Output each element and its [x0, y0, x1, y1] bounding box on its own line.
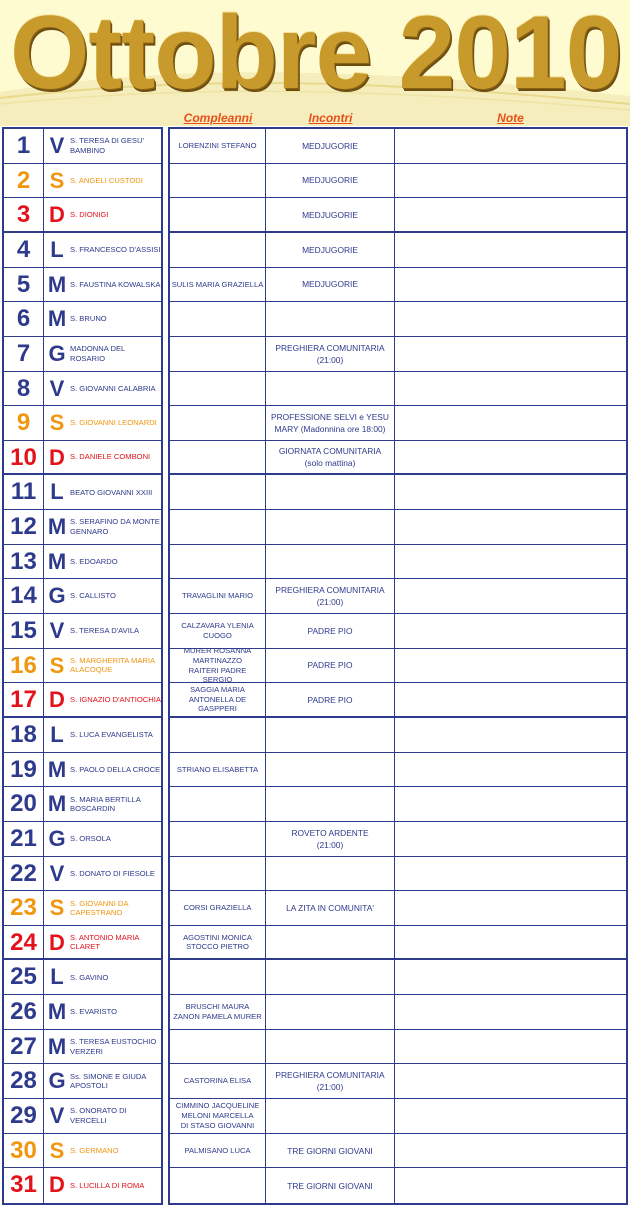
day-row: [4, 129, 161, 164]
birthday-cell: STRIANO ELISABETTA: [170, 753, 266, 787]
event-row: [170, 337, 626, 372]
event-row: [170, 129, 626, 164]
note-cell: [395, 1168, 626, 1203]
meeting-cell: PREGHIERA COMUNITARIA (21:00): [266, 337, 395, 371]
birthday-cell: [170, 510, 266, 544]
day-number: 6: [4, 302, 44, 336]
meeting-cell: [266, 545, 395, 579]
meeting-cell: MEDJUGORIE: [266, 198, 395, 231]
meeting-cell: PADRE PIO: [266, 649, 395, 683]
day-row: [4, 1134, 161, 1169]
note-cell: [395, 614, 626, 648]
meeting-cell: [266, 1030, 395, 1064]
day-row: [4, 718, 161, 753]
note-cell: [395, 545, 626, 579]
event-row: [170, 545, 626, 580]
note-cell: [395, 787, 626, 821]
saint-name: S. GIOVANNI DA CAPESTRANO: [70, 898, 129, 917]
birthday-cell: [170, 441, 266, 474]
day-number: 13: [4, 545, 44, 579]
event-row: [170, 857, 626, 892]
saint-name: S. MARGHERITA MARIA ALACOQUE: [70, 655, 155, 675]
saint-name: S. PAOLO DELLA CROCE: [70, 764, 161, 774]
note-cell: [395, 926, 626, 959]
meeting-cell: [266, 302, 395, 336]
saint-name: S. ANTONIO MARIA CLARET: [70, 932, 140, 952]
note-cell: [395, 718, 626, 752]
event-row: [170, 233, 626, 268]
event-row: [170, 683, 626, 718]
day-column: [2, 127, 163, 1205]
day-number: 29: [4, 1099, 44, 1133]
day-number: 9: [4, 406, 44, 440]
weekday-letter: G: [48, 1068, 66, 1094]
birthday-cell: LORENZINI STEFANO: [170, 129, 266, 163]
meeting-cell: [266, 372, 395, 406]
day-row: [4, 649, 161, 684]
day-row: [4, 545, 161, 580]
weekday-letter: V: [49, 860, 65, 886]
day-row: [4, 475, 161, 510]
day-row: [4, 372, 161, 407]
day-row: [4, 995, 161, 1030]
meeting-cell: [266, 718, 395, 752]
birthday-cell: AGOSTINI MONICA STOCCO PIETRO: [170, 926, 266, 959]
birthday-cell: [170, 406, 266, 440]
meeting-cell: PROFESSIONE SELVI e YESU MARY (Madonnina ore 18:00): [266, 406, 395, 440]
day-row: [4, 337, 161, 372]
birthday-cell: SAGGIA MARIA ANTONELLA DE GASPPERI: [170, 683, 266, 716]
event-row: [170, 1064, 626, 1099]
note-cell: [395, 406, 626, 440]
weekday-letter: M: [47, 306, 67, 332]
weekday-letter: V: [49, 618, 65, 644]
saint-name: S. ONORATO DI VERCELLI: [70, 1106, 127, 1125]
event-row: [170, 822, 626, 857]
day-number: 7: [4, 337, 44, 371]
meeting-cell: MEDJUGORIE: [266, 268, 395, 302]
birthday-cell: [170, 337, 266, 371]
saint-name: Ss. SIMONE E GIUDA APOSTOLI: [70, 1071, 146, 1091]
day-number: 1: [4, 129, 44, 163]
note-cell: [395, 268, 626, 302]
day-number: 30: [4, 1134, 44, 1168]
day-number: 25: [4, 960, 44, 994]
birthday-cell: CALZAVARA YLENIA CUOGO: [170, 614, 266, 648]
event-row: [170, 406, 626, 441]
meeting-cell: TRE GIORNI GIOVANI: [266, 1134, 395, 1168]
weekday-letter: V: [49, 1103, 65, 1129]
event-row: [170, 164, 626, 199]
note-cell: [395, 1064, 626, 1098]
day-row: [4, 753, 161, 788]
event-row: [170, 1134, 626, 1169]
note-cell: [395, 302, 626, 336]
column-header-birthdays: Compleanni: [183, 111, 253, 125]
weekday-letter: M: [47, 514, 67, 540]
note-cell: [395, 649, 626, 683]
day-row: [4, 926, 161, 961]
saint-name: S. LUCA EVANGELISTA: [70, 730, 153, 740]
day-row: [4, 614, 161, 649]
meeting-cell: [266, 787, 395, 821]
day-row: [4, 579, 161, 614]
day-number: 12: [4, 510, 44, 544]
weekday-letter: V: [49, 133, 65, 158]
day-row: [4, 268, 161, 303]
saint-name: S. ORSOLA: [70, 833, 111, 843]
day-row: [4, 164, 161, 199]
saint-name: S. GIOVANNI CALABRIA: [70, 383, 156, 393]
meeting-cell: [266, 510, 395, 544]
day-row: [4, 1168, 161, 1203]
birthday-cell: [170, 1030, 266, 1064]
saint-name: S. TERESA DI GESU' BAMBINO: [70, 136, 144, 155]
meeting-cell: PADRE PIO: [266, 683, 395, 716]
event-row: [170, 614, 626, 649]
meeting-cell: [266, 960, 395, 994]
event-row: [170, 926, 626, 961]
weekday-letter: L: [50, 721, 64, 747]
event-row: [170, 1168, 626, 1203]
day-number: 16: [4, 649, 44, 683]
meeting-cell: GIORNATA COMUNITARIA (solo mattina): [266, 441, 395, 474]
note-cell: [395, 372, 626, 406]
saint-name: S. CALLISTO: [70, 591, 116, 601]
day-row: [4, 960, 161, 995]
saint-name: S. DANIELE COMBONI: [70, 452, 151, 462]
weekday-letter: L: [50, 236, 64, 262]
day-number: 17: [4, 683, 44, 716]
day-number: 14: [4, 579, 44, 613]
note-cell: [395, 960, 626, 994]
meeting-cell: [266, 475, 395, 509]
note-cell: [395, 129, 626, 163]
birthday-cell: [170, 475, 266, 509]
weekday-letter: L: [50, 479, 64, 505]
event-row: [170, 372, 626, 407]
weekday-letter: M: [47, 1033, 67, 1059]
day-number: 20: [4, 787, 44, 821]
saint-name: S. BRUNO: [70, 314, 107, 324]
day-number: 31: [4, 1168, 44, 1203]
birthday-cell: BRUSCHI MAURA ZANON PAMELA MURER: [170, 995, 266, 1029]
event-row: [170, 995, 626, 1030]
weekday-letter: M: [47, 756, 67, 782]
meeting-cell: [266, 995, 395, 1029]
saint-name: S. EDOARDO: [70, 556, 118, 566]
weekday-letter: D: [49, 1172, 65, 1198]
note-cell: [395, 510, 626, 544]
birthday-cell: [170, 718, 266, 752]
weekday-letter: M: [47, 548, 67, 574]
day-row: [4, 822, 161, 857]
birthday-cell: PALMISANO LUCA: [170, 1134, 266, 1168]
day-number: 3: [4, 198, 44, 231]
meeting-cell: ROVETO ARDENTE (21:00): [266, 822, 395, 856]
birthday-cell: CORSI GRAZIELLA: [170, 891, 266, 925]
note-cell: [395, 198, 626, 231]
saint-name: S. EVARISTO: [70, 1007, 117, 1017]
birthday-cell: [170, 233, 266, 267]
day-number: 24: [4, 926, 44, 959]
day-row: [4, 1030, 161, 1065]
day-row: [4, 233, 161, 268]
day-number: 22: [4, 857, 44, 891]
weekday-letter: L: [50, 964, 64, 990]
weekday-letter: G: [48, 583, 66, 609]
event-row: [170, 579, 626, 614]
note-cell: [395, 164, 626, 198]
birthday-cell: [170, 302, 266, 336]
meeting-cell: MEDJUGORIE: [266, 164, 395, 198]
day-number: 27: [4, 1030, 44, 1064]
saint-name: S. ANGELI CUSTODI: [70, 175, 143, 185]
meeting-cell: PREGHIERA COMUNITARIA (21:00): [266, 579, 395, 613]
day-row: [4, 857, 161, 892]
event-row: [170, 787, 626, 822]
saint-name: S. GERMANO: [70, 1145, 119, 1155]
weekday-letter: G: [48, 825, 66, 851]
saint-name: S. GAVINO: [70, 972, 109, 982]
saint-name: S. TERESA EUSTOCHIO VERZERI: [70, 1037, 157, 1056]
day-row: [4, 302, 161, 337]
note-cell: [395, 579, 626, 613]
saint-name: MADONNA DEL ROSARIO: [70, 344, 125, 363]
birthday-cell: [170, 857, 266, 891]
day-row: [4, 683, 161, 718]
day-number: 10: [4, 441, 44, 474]
birthday-cell: SULIS MARIA GRAZIELLA: [170, 268, 266, 302]
day-row: [4, 441, 161, 476]
meeting-cell: [266, 926, 395, 959]
saint-name: BEATO GIOVANNI XXIII: [70, 487, 153, 497]
note-cell: [395, 233, 626, 267]
note-cell: [395, 1134, 626, 1168]
day-number: 18: [4, 718, 44, 752]
birthday-cell: [170, 164, 266, 198]
page-title: Ottobre 2010: [10, 0, 622, 111]
meeting-cell: MEDJUGORIE: [266, 233, 395, 267]
weekday-letter: D: [49, 202, 65, 228]
note-cell: [395, 1099, 626, 1133]
saint-name: S. IGNAZIO D'ANTIOCHIA: [70, 694, 161, 704]
meeting-cell: [266, 1099, 395, 1133]
note-cell: [395, 441, 626, 474]
saint-name: S. TERESA D'AVILA: [70, 626, 140, 636]
event-row: [170, 1099, 626, 1134]
event-row: [170, 268, 626, 303]
saint-name: S. GIOVANNI LEONARDI: [70, 418, 157, 428]
note-cell: [395, 891, 626, 925]
note-cell: [395, 822, 626, 856]
weekday-letter: S: [49, 410, 65, 436]
saint-name: S. FAUSTINA KOWALSKA: [70, 279, 161, 289]
event-row: [170, 198, 626, 233]
meeting-cell: MEDJUGORIE: [266, 129, 395, 163]
weekday-letter: M: [47, 791, 67, 817]
event-row: [170, 718, 626, 753]
day-number: 15: [4, 614, 44, 648]
weekday-letter: S: [49, 167, 65, 193]
event-row: [170, 1030, 626, 1065]
birthday-cell: [170, 372, 266, 406]
note-cell: [395, 857, 626, 891]
birthday-cell: [170, 960, 266, 994]
event-row: [170, 960, 626, 995]
day-number: 19: [4, 753, 44, 787]
column-header-meetings: Incontri: [308, 111, 353, 125]
birthday-cell: CASTORINA ELISA: [170, 1064, 266, 1098]
day-number: 26: [4, 995, 44, 1029]
day-row: [4, 198, 161, 233]
meeting-cell: TRE GIORNI GIOVANI: [266, 1168, 395, 1203]
birthday-cell: TRAVAGLINI MARIO: [170, 579, 266, 613]
meeting-cell: [266, 857, 395, 891]
day-row: [4, 406, 161, 441]
meeting-cell: PADRE PIO: [266, 614, 395, 648]
day-row: [4, 510, 161, 545]
weekday-letter: M: [47, 271, 67, 297]
event-row: [170, 302, 626, 337]
saint-name: S. DONATO DI FIESOLE: [70, 868, 155, 878]
title-banner: [0, 0, 630, 126]
saint-name: S. FRANCESCO D'ASSISI: [70, 244, 161, 254]
note-cell: [395, 995, 626, 1029]
day-number: 5: [4, 268, 44, 302]
event-row: [170, 891, 626, 926]
event-row: [170, 441, 626, 476]
meeting-cell: PREGHIERA COMUNITARIA (21:00): [266, 1064, 395, 1098]
weekday-letter: G: [48, 340, 66, 366]
day-number: 4: [4, 233, 44, 267]
saint-name: S. DIONIGI: [70, 209, 109, 219]
weekday-letter: D: [49, 687, 65, 713]
day-row: [4, 891, 161, 926]
day-number: 11: [4, 475, 44, 509]
note-cell: [395, 753, 626, 787]
weekday-letter: S: [49, 1137, 65, 1163]
weekday-letter: V: [49, 375, 65, 401]
weekday-letter: S: [49, 895, 65, 921]
weekday-letter: M: [47, 999, 67, 1025]
day-number: 2: [4, 164, 44, 198]
note-cell: [395, 1030, 626, 1064]
note-cell: [395, 683, 626, 716]
note-cell: [395, 337, 626, 371]
day-number: 21: [4, 822, 44, 856]
saint-name: S. SERAFINO DA MONTE GENNARO: [70, 517, 160, 536]
birthday-cell: [170, 198, 266, 231]
day-row: [4, 1064, 161, 1099]
birthday-cell: [170, 787, 266, 821]
note-cell: [395, 475, 626, 509]
birthday-cell: CIMMINO JACQUELINE MELONI MARCELLA DI STASO GIOVANNI: [170, 1099, 266, 1133]
birthday-cell: [170, 1168, 266, 1203]
column-header-notes: Note: [497, 111, 524, 125]
weekday-letter: D: [49, 929, 65, 955]
event-row: [170, 646, 626, 685]
day-row: [4, 1099, 161, 1134]
events-grid: [168, 127, 628, 1205]
event-row: [170, 510, 626, 545]
meeting-cell: LA ZITA IN COMUNITA': [266, 891, 395, 925]
saint-name: S. MARIA BERTILLA BOSCARDIN: [70, 794, 141, 814]
event-row: [170, 753, 626, 788]
day-row: [4, 787, 161, 822]
day-number: 8: [4, 372, 44, 406]
meeting-cell: [266, 753, 395, 787]
day-number: 28: [4, 1064, 44, 1098]
weekday-letter: D: [49, 444, 65, 470]
event-row: [170, 475, 626, 510]
weekday-letter: S: [49, 652, 65, 678]
birthday-cell: [170, 822, 266, 856]
day-number: 23: [4, 891, 44, 925]
birthday-cell: MURER ROSANNA MARTINAZZO RAITERI PADRE SERGIO: [170, 649, 266, 683]
birthday-cell: [170, 545, 266, 579]
saint-name: S. LUCILLA DI ROMA: [70, 1180, 145, 1190]
